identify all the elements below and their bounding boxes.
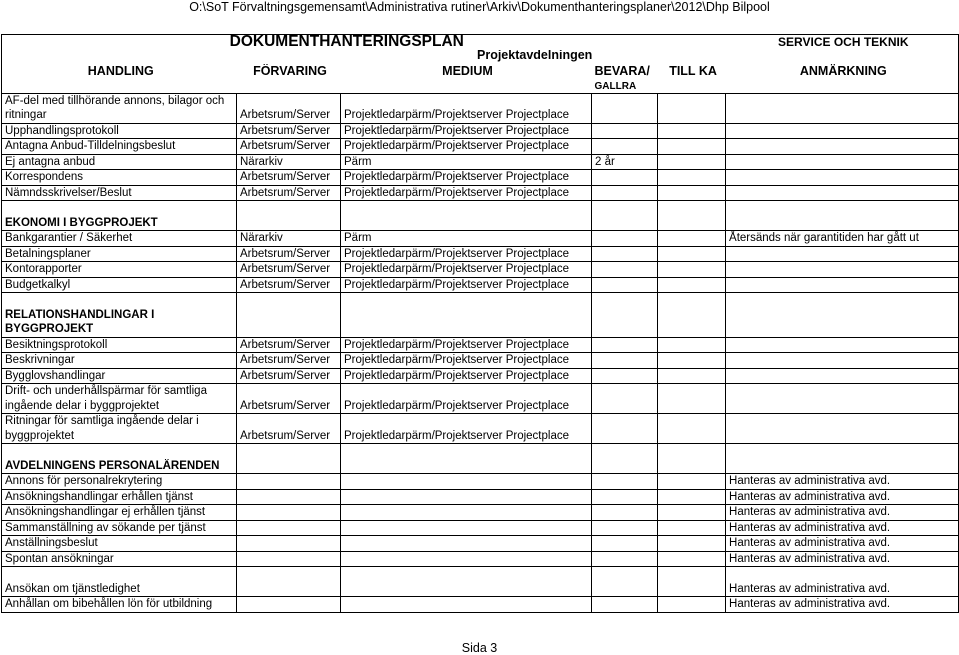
- forvaring-cell: Arbetsrum/Server: [237, 368, 341, 384]
- anmarkning-cell: Återsänds när garantitiden har gått ut: [726, 231, 959, 247]
- anmarkning-cell: Hanteras av administrativa avd.: [726, 536, 959, 552]
- bevara-cell: 2 år: [592, 154, 658, 170]
- section-heading-row: [2, 216, 959, 231]
- medium-cell: Projektledarpärm/Projektserver Projectplace: [341, 399, 592, 414]
- section-heading: AVDELNINGENS PERSONALÄRENDEN: [2, 459, 237, 474]
- medium-cell: Projektledarpärm/Projektserver Projectplace: [341, 246, 592, 262]
- anmarkning-cell: Hanteras av administrativa avd.: [726, 597, 959, 613]
- table-row: [2, 262, 959, 278]
- section-heading: BYGGPROJEKT: [2, 322, 237, 337]
- col-header-till-ka: TILL KA: [669, 63, 717, 78]
- table-row: [2, 551, 959, 567]
- table-row: [2, 170, 959, 186]
- spacer-row: [2, 444, 959, 459]
- forvaring-cell: Arbetsrum/Server: [237, 246, 341, 262]
- handling-cell: Korrespondens: [2, 170, 237, 186]
- medium-cell: Projektledarpärm/Projektserver Projectplace: [341, 262, 592, 278]
- table-row: [2, 185, 959, 201]
- handling-cell: Kontorapporter: [2, 262, 237, 278]
- table-row: [2, 93, 959, 108]
- handling-cell: ritningar: [2, 108, 237, 123]
- handling-cell: Annons för personalrekrytering: [2, 474, 237, 490]
- medium-cell: Projektledarpärm/Projektserver Projectplace: [341, 108, 592, 123]
- table-row: [2, 582, 959, 597]
- section-heading: EKONOMI I BYGGPROJEKT: [2, 216, 237, 231]
- file-path-header: O:\SoT Förvaltningsgemensamt\Administrativa rutiner\Arkiv\Dokumenthanteringsplaner\2012\Dhp Bilpool: [189, 0, 770, 14]
- table-row: [2, 520, 959, 536]
- forvaring-cell: Arbetsrum/Server: [237, 170, 341, 186]
- header-department-row: [2, 50, 959, 64]
- table-row: [2, 429, 959, 444]
- handling-cell: Antagna Anbud-Tilldelningsbeslut: [2, 139, 237, 155]
- table-row: [2, 489, 959, 505]
- handling-cell: Ansökan om tjänstledighet: [2, 582, 237, 597]
- spacer-row: [2, 201, 959, 216]
- handling-cell: Nämndsskrivelser/Beslut: [2, 185, 237, 201]
- handling-cell: Ansökningshandlingar erhållen tjänst: [2, 489, 237, 505]
- unit-name: SERVICE OCH TEKNIK: [726, 35, 959, 50]
- table-row: [2, 399, 959, 414]
- forvaring-cell: Arbetsrum/Server: [237, 429, 341, 444]
- spacer-row: [2, 293, 959, 308]
- column-header-row-2: [2, 78, 959, 93]
- forvaring-cell: Närarkiv: [237, 154, 341, 170]
- forvaring-cell: Arbetsrum/Server: [237, 353, 341, 369]
- department-name: Projektavdelningen: [477, 49, 593, 62]
- handling-cell: Besiktningsprotokoll: [2, 337, 237, 353]
- plan-title: DOKUMENTHANTERINGSPLAN: [2, 35, 592, 50]
- handling-cell: Upphandlingsprotokoll: [2, 123, 237, 139]
- section-heading-row: [2, 322, 959, 337]
- handling-cell: Bankgarantier / Säkerhet: [2, 231, 237, 247]
- forvaring-cell: Arbetsrum/Server: [237, 185, 341, 201]
- table-row: [2, 123, 959, 139]
- medium-cell: Projektledarpärm/Projektserver Projectplace: [341, 337, 592, 353]
- forvaring-cell: Arbetsrum/Server: [237, 262, 341, 278]
- forvaring-cell: Arbetsrum/Server: [237, 139, 341, 155]
- handling-cell: Anhållan om bibehållen lön för utbildning: [2, 597, 237, 613]
- forvaring-cell: Arbetsrum/Server: [237, 108, 341, 123]
- forvaring-cell: Arbetsrum/Server: [237, 277, 341, 293]
- handling-cell: ingående delar i byggprojektet: [2, 399, 237, 414]
- table-row: [2, 505, 959, 521]
- table-row: [2, 108, 959, 123]
- handling-cell: AF-del med tillhörande annons, bilagor och: [2, 93, 237, 108]
- anmarkning-cell: Hanteras av administrativa avd.: [726, 582, 959, 597]
- anmarkning-cell: Hanteras av administrativa avd.: [726, 474, 959, 490]
- anmarkning-cell: Hanteras av administrativa avd.: [726, 551, 959, 567]
- medium-cell: Pärm: [341, 154, 592, 170]
- table-row: [2, 414, 959, 429]
- forvaring-cell: Arbetsrum/Server: [237, 123, 341, 139]
- medium-cell: Projektledarpärm/Projektserver Projectplace: [341, 185, 592, 201]
- spacer-row: [2, 567, 959, 582]
- medium-cell: Projektledarpärm/Projektserver Projectplace: [341, 368, 592, 384]
- table-row: [2, 597, 959, 613]
- section-heading-row: [2, 459, 959, 474]
- handling-cell: Anställningsbeslut: [2, 536, 237, 552]
- handling-cell: Betalningsplaner: [2, 246, 237, 262]
- handling-cell: Drift- och underhållspärmar för samtliga: [2, 384, 237, 399]
- table-row: [2, 231, 959, 247]
- forvaring-cell: Arbetsrum/Server: [237, 337, 341, 353]
- anmarkning-cell: Hanteras av administrativa avd.: [726, 505, 959, 521]
- table-row: [2, 384, 959, 399]
- col-header-anmarkning: ANMÄRKNING: [726, 64, 959, 79]
- header-title-row: [2, 35, 959, 50]
- table-row: [2, 474, 959, 490]
- handling-cell: byggprojektet: [2, 429, 237, 444]
- table-row: [2, 246, 959, 262]
- document-management-plan-table: [1, 34, 959, 613]
- table-row: [2, 536, 959, 552]
- medium-cell: Projektledarpärm/Projektserver Projectplace: [341, 277, 592, 293]
- table-row: [2, 353, 959, 369]
- handling-cell: Sammanställning av sökande per tjänst: [2, 520, 237, 536]
- col-header-medium: MEDIUM: [442, 63, 493, 78]
- table-row: [2, 154, 959, 170]
- medium-cell: Projektledarpärm/Projektserver Projectplace: [341, 170, 592, 186]
- section-heading-row: [2, 308, 959, 323]
- table-row: [2, 277, 959, 293]
- table-row: [2, 337, 959, 353]
- col-header-handling: HANDLING: [2, 64, 237, 79]
- forvaring-cell: Arbetsrum/Server: [237, 399, 341, 414]
- handling-cell: Beskrivningar: [2, 353, 237, 369]
- column-header-row: [2, 64, 959, 79]
- medium-cell: Projektledarpärm/Projektserver Projectplace: [341, 139, 592, 155]
- col-header-gallra: GALLRA: [592, 78, 658, 93]
- handling-cell: Spontan ansökningar: [2, 551, 237, 567]
- table-row: [2, 139, 959, 155]
- table-row: [2, 368, 959, 384]
- medium-cell: Projektledarpärm/Projektserver Projectplace: [341, 123, 592, 139]
- page-number: Sida 3: [461, 641, 498, 655]
- medium-cell: Projektledarpärm/Projektserver Projectplace: [341, 353, 592, 369]
- medium-cell: Pärm: [341, 231, 592, 247]
- section-heading: RELATIONSHANDLINGAR I: [2, 308, 237, 323]
- handling-cell: Budgetkalkyl: [2, 277, 237, 293]
- col-header-bevara: BEVARA/: [594, 63, 650, 78]
- forvaring-cell: Närarkiv: [237, 231, 341, 247]
- handling-cell: Ej antagna anbud: [2, 154, 237, 170]
- handling-cell: Ansökningshandlingar ej erhållen tjänst: [2, 505, 237, 521]
- handling-cell: Bygglovshandlingar: [2, 368, 237, 384]
- medium-cell: Projektledarpärm/Projektserver Projectplace: [341, 429, 592, 444]
- col-header-forvaring: FÖRVARING: [253, 63, 327, 78]
- handling-cell: Ritningar för samtliga ingående delar i: [2, 414, 237, 429]
- anmarkning-cell: Hanteras av administrativa avd.: [726, 520, 959, 536]
- anmarkning-cell: Hanteras av administrativa avd.: [726, 489, 959, 505]
